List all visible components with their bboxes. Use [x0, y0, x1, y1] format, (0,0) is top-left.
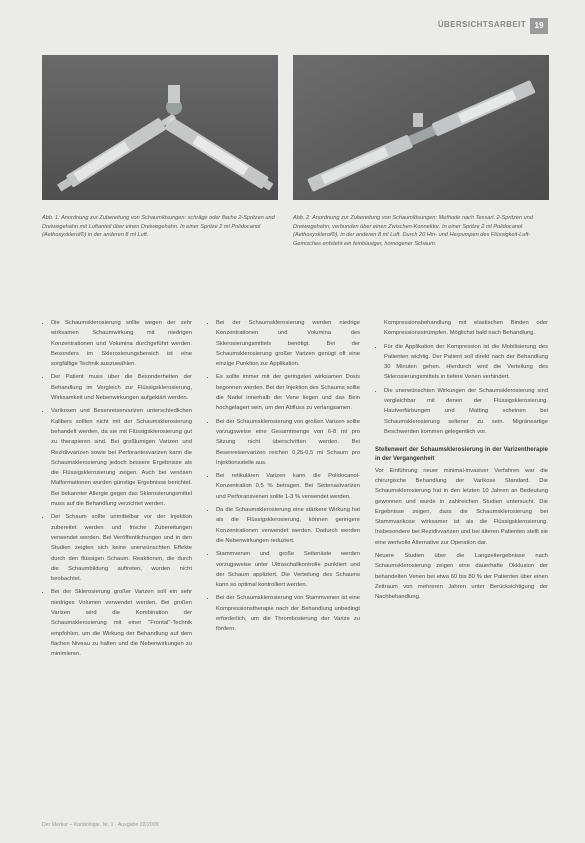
text-column-2 [207, 318, 360, 638]
list-item: • Die unerwünschten Wirkungen der Schaumsklerosierung sind vergleichbar mit denen der Flüssigsklerosierung. Hautverfärbungen und Matting scheinen bei Schaumsklerosierung seltener zu sein. Migräneartige Beschwerden kommen gelegentlich vor. [384, 386, 548, 437]
page-number: 19 [530, 18, 548, 34]
list-item: • Bei der Schaumsklerosierung werden niedrige Konzentrationen und Volumina des Sklerosierungsmittels benötigt. Bei der Schaumsklerosierung großer Varizen genügt oft eine einzige Punktion zur Applikation. [216, 318, 360, 369]
figure-2-caption: Abb. 2: Anordnung zur Zubereitung von Schaumlösungen: Methode nach Tessari. 2-Spritzen und Dreiwegehahn, verbunden über einen Zwischen-Konnektor. In einer Spritze 2 ml Polidocanol (Aethoxysklerol®), in der anderen 8 ml Luft. Durch 20 Hin- und Herpumpen des Flüssigkeit-Luft-Gemisches entsteht ein feinblasiger, homogener Schaum. [293, 215, 533, 247]
paragraph: Neuere Studien über die Langzeitergebnisse nach Schaumsklerosierung zeigen eine dauerhafte Okklusion der behandelten Venen bei etwa 60 bis 80 % der Patienten über einen Zeitraum von mehreren Jahren unter Berücksichtigung der Nachbehandlung. [375, 553, 548, 601]
text-column-1 [42, 318, 192, 663]
list-item: • Bei der Schaumsklerosierung von Stammvenen ist eine Kompressionstherapie nach der Behandlung unbedingt erforderlich, um die Thrombosierung der Varize zu fördern. [216, 593, 360, 634]
page-header [300, 18, 548, 34]
list-item: • Für die Applikation der Kompression ist die Mobilisierung des Patienten wichtig. Der Patient soll direkt nach der Behandlung 30 Minuten gehen. Hierdurch wird die Verteilung des Sklerosierungsmittels in tiefere Venen verhindert. [384, 342, 548, 383]
list-item: • Der Schaum sollte unmittelbar vor der Injektion zubereitet werden und frische Zubereitungen verwendet werden. Bei Veröffentlichungen und in den Studien zeigten sich keine unerwünschten Effekte durch den flüssigen Schaum. Reaktionen, die durch die Schaumbildung auftreten, wurden nicht beobachtet. [51, 512, 192, 584]
page-footer: Der Merkur – Kardiologie, Nr. 1 · Ausgabe 02/2009 [42, 822, 159, 828]
paragraph: Vor Einführung neuer minimal-invasiver Verfahren war die chirurgische Behandlung der Varikose Standard. Die Schaumsklerosierung hat in den letzten 10 Jahren an Bedeutung gewonnen und wurde in zahlreichen Studien untersucht. Die Ergebnisse zeigen, dass die Schaumsklerosierung bei Stammvarikose wirksamer ist als die Flüssigsklerosierung. Insbesondere bei Rezidivvarizen und bei älteren Patienten stellt sie eine wertvolle Alternative zur Operation dar. [375, 467, 548, 546]
figure-1-caption: Abb. 1: Anordnung zur Zubereitung von Schaumlösungen: schräge oder flache 2-Spritzen und Dreiwegehahn mit Luftanteil über einen Dreiwegehahn. In einer Spritze 2 ml Polidocanol (Aethoxysklerol®) in der anderen 8 ml Luft. [42, 215, 275, 239]
figure-2-photo [293, 55, 549, 200]
syringe-tessari-illustration [293, 55, 549, 200]
recommendation-list [207, 318, 360, 635]
list-item: • Stammvenen und große Seitenäste werden vorzugsweise unter Ultraschallkontrolle punktiert und der Schaum appliziert. Die Verteilung des Schaums kann so optimal kontrolliert werden. [216, 549, 360, 590]
recommendation-list [42, 318, 192, 660]
recommendation-list [375, 342, 548, 438]
list-item: • Bei retikulären Varizen kann die Polidocanol-Konzentration 0,5 % betragen. Bei Seitenastvarizen und Perforansvenen sollte 1-3 % verwendet werden. [216, 471, 360, 502]
list-item: • Bei der Sklerosierung großer Varizen soll ein sehr niedriges Volumen verwendet werden. Bei großen Varizen wird die Kombination der Schaumsklerosierung mit einer "Frontal"-Technik empfohlen, um die Wirkung der Behandlung auf dem flachen Niveau zu halten und die Nebenwirkungen zu minimieren. [51, 587, 192, 659]
section-title: ÜBERSICHTSARBEIT [437, 20, 526, 29]
list-item: • Es sollte immer mit der geringsten wirksamen Dosis begonnen werden. Bei der Injektion des Schaums sollte die Nadel innerhalb der Vene liegen und das Bein hochgelagert sein, um den Abfluss zu verlangsamen. [216, 372, 360, 413]
list-item: • Varikosen und Besenreiservarizen unterschiedlichen Kalibers sollten nicht mit der Schaumsklerosierung behandelt werden, da sie mit Flüssigsklerosierung gut zu therapieren sind. Bei großlumigen Varizen und Rezidivvarizen sowie bei Perforantesvarizen kann die Schaumsklerosierung jedoch bessere Ergebnisse als die Flüssigsklerosierung zeigen. Auch bei venösen Malformationen wurden günstige Ergebnisse berichtet. Bei bekannter Allergie gegen das Sklerosierungsmittel muss auf die Behandlung verzichtet werden. [51, 406, 192, 509]
list-item: • Bei der Schaumsklerosierung von großen Varizen sollte vorzugsweise eine Gesamtmenge von 6-8 ml pro Sitzung nicht überschritten werden. Bei Besenreiservarizen reichen 0,25-0,5 ml Schaum pro Injektionsstelle aus. [216, 417, 360, 468]
list-item: • Der Patient muss über die Besonderheiten der Behandlung im Vergleich zur Flüssigsklerosierung, Wirksamkeit und Nebenwirkungen aufgeklärt werden. [51, 372, 192, 403]
syringe-angle-illustration [42, 55, 278, 200]
list-item: • Die Schaumsklerosierung sollte wegen der sehr wirksamen Schaumwirkung mit niedrigen Konzentrationen und Volumina durchgeführt werden. Besonders im Sklerosierungsbereich ist eine sorgfältige Technik auszuwählen. [51, 318, 192, 369]
continued-text: Kompressionsbehandlung mit elastischen Binden oder Kompressionsstrümpfen. Möglichst bald nach Behandlung. [384, 320, 548, 337]
text-column-3 [375, 318, 548, 606]
section-heading: Stellenwert der Schaumsklerosierung in der Varizentherapie in der Vergangenheit [375, 447, 548, 463]
list-item: • Da die Schaumsklerosierung eine stärkere Wirkung hat als die Flüssigsklerosierung, können geringere Konzentrationen verwendet werden. Dadurch werden die Nebenwirkungen reduziert. [216, 505, 360, 546]
figure-1-photo [42, 55, 278, 200]
